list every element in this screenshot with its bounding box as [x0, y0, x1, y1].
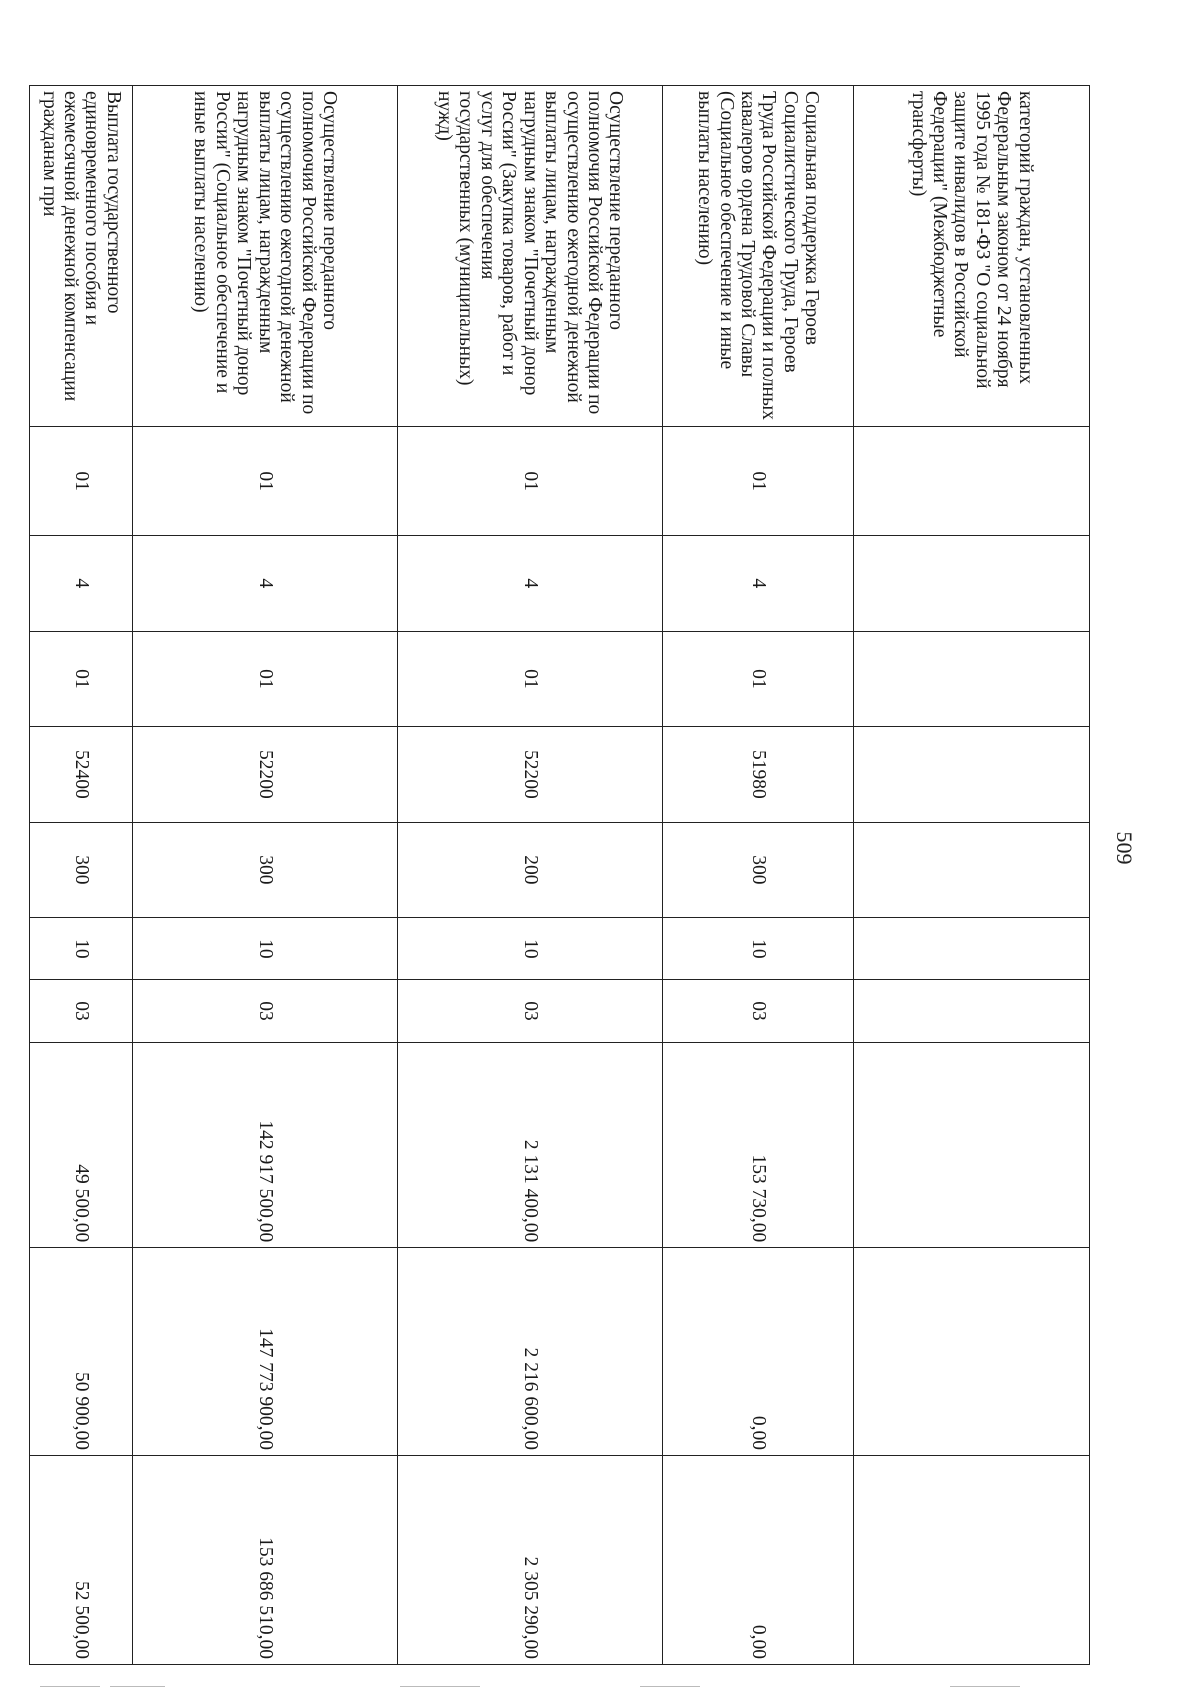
row-name: Осуществление переданного полномочия Российской Федерации по осуществлению ежегодной денежной выплаты лицам, награжденным нагрудным знаком "Почетный донор России" (Социальное обеспечение и иные выплаты населению) [133, 86, 398, 427]
code-prog: 4 [398, 536, 663, 632]
amount-year-1: 153 730,00 [663, 1042, 854, 1248]
code-expense-type: 300 [30, 822, 133, 918]
code-gov: 01 [663, 427, 854, 536]
row-name: Социальная поддержка Героев Социалистического Труда, Героев Труда Российской Федерации и полных кавалеров ордена Трудовой Славы (Социальное обеспечение и иные выплаты населению) [663, 86, 854, 427]
code-section: 10 [133, 918, 398, 980]
scan-artifact [40, 1686, 100, 1687]
code-subsection: 03 [133, 980, 398, 1042]
code-section [854, 918, 1090, 980]
code-prog: 4 [133, 536, 398, 632]
row-name: категорий граждан, установленных Федеральным законом от 24 ноября 1995 года № 181-ФЗ "О социальной защите инвалидов в Российской Федерации" (Межбюджетные трансферты) [854, 86, 1090, 427]
amount-year-2: 50 900,00 [30, 1248, 133, 1456]
amount-year-1 [854, 1042, 1090, 1248]
code-direction: 52400 [30, 727, 133, 823]
code-gov: 01 [30, 427, 133, 536]
page-number: 509 [1112, 831, 1137, 865]
code-expense-type [854, 822, 1090, 918]
row-name: Осуществление переданного полномочия Российской Федерации по осуществлению ежегодной денежной выплаты лицам, награжденным нагрудным знаком "Почетный донор России" (Закупка товаров, работ и услуг для обеспечения государственных (муниципальных) нужд) [398, 86, 663, 427]
amount-year-3: 2 305 290,00 [398, 1455, 663, 1664]
amount-year-2: 147 773 900,00 [133, 1248, 398, 1456]
amount-year-3: 153 686 510,00 [133, 1455, 398, 1664]
table-row [133, 86, 398, 1665]
table-row [854, 86, 1090, 1665]
code-subprog: 01 [663, 631, 854, 727]
amount-year-1: 142 917 500,00 [133, 1042, 398, 1248]
amount-year-1: 2 131 400,00 [398, 1042, 663, 1248]
code-section: 10 [398, 918, 663, 980]
code-gov: 01 [398, 427, 663, 536]
code-subprog [854, 631, 1090, 727]
code-section: 10 [30, 918, 133, 980]
code-subprog: 01 [398, 631, 663, 727]
budget-table [29, 85, 1090, 1665]
amount-year-2 [854, 1248, 1090, 1456]
code-subprog: 01 [133, 631, 398, 727]
amount-year-3: 0,00 [663, 1455, 854, 1664]
scan-artifact [400, 1686, 480, 1687]
amount-year-3 [854, 1455, 1090, 1664]
code-direction: 52200 [133, 727, 398, 823]
scan-artifact [110, 1686, 165, 1687]
amount-year-3: 52 500,00 [30, 1455, 133, 1664]
code-prog: 4 [663, 536, 854, 632]
code-section: 10 [663, 918, 854, 980]
code-expense-type: 300 [133, 822, 398, 918]
code-subsection: 03 [398, 980, 663, 1042]
code-expense-type: 300 [663, 822, 854, 918]
code-direction [854, 727, 1090, 823]
amount-year-1: 49 500,00 [30, 1042, 133, 1248]
table-row [398, 86, 663, 1665]
code-subprog: 01 [30, 631, 133, 727]
table-row [663, 86, 854, 1665]
code-gov: 01 [133, 427, 398, 536]
code-direction: 51980 [663, 727, 854, 823]
amount-year-2: 2 216 600,00 [398, 1248, 663, 1456]
table-row [30, 86, 133, 1665]
rotated-table-wrapper [38, 85, 1090, 1665]
row-name: Выплата государственного единовременного пособия и ежемесячной денежной компенсации гражданам при [30, 86, 133, 427]
scan-artifact [640, 1686, 700, 1687]
code-subsection: 03 [30, 980, 133, 1042]
amount-year-2: 0,00 [663, 1248, 854, 1456]
code-gov [854, 427, 1090, 536]
code-subsection: 03 [663, 980, 854, 1042]
code-direction: 52200 [398, 727, 663, 823]
scan-artifact [950, 1686, 1020, 1687]
code-prog [854, 536, 1090, 632]
code-prog: 4 [30, 536, 133, 632]
code-subsection [854, 980, 1090, 1042]
code-expense-type: 200 [398, 822, 663, 918]
